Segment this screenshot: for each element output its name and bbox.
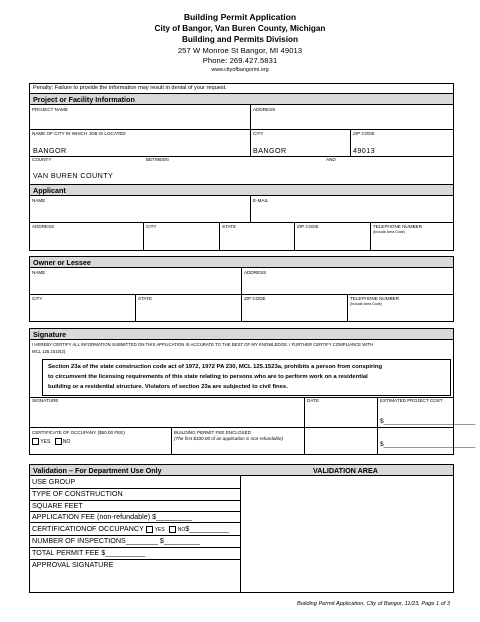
occupancy-cert-label: CERTIFICATIONOF OCCUPANCY (32, 524, 144, 533)
occupancy-label: CERTIFICATE OF OCCUPANY ($50.00 FEE) (32, 430, 125, 435)
approval-signature-row: APPROVAL SIGNATURE (32, 560, 114, 569)
office-phone: Phone: 269.427.5831 (202, 56, 278, 65)
occupancy-no-label: NO (62, 438, 71, 445)
penalty-notice: Penalty: Failure to provide the information may result in denial of your request. (33, 85, 227, 91)
signature-label: SIGNATURE (32, 398, 59, 403)
applicant-state-label: STATE (222, 224, 237, 229)
notice-line1: Section 23a of the state construction code act of 1972, 1972 PA 230, MCL 125.1523a, prohibits a person from conspiring (48, 364, 383, 370)
owner-phone-label: TELEPHONE NUMBER (350, 296, 400, 301)
applicant-name-label: NAME (32, 198, 46, 203)
form-title: Building Permit Application (183, 12, 297, 22)
date-label: DATE (307, 398, 319, 403)
use-group-row: USE GROUP (32, 477, 76, 486)
applicant-section-header: Applicant (30, 185, 453, 196)
owner-phone-note: (Include Area Code) (350, 302, 382, 306)
notice-line2: to circumvent the licensing requirements of this state relating to persons who are to perform work on a residential (48, 374, 368, 380)
zip-field[interactable]: 49013 (353, 146, 375, 155)
cert-yes-label: YES (154, 527, 165, 533)
applicant-zip-label: ZIP CODE (297, 224, 319, 229)
applicant-phone-note: (Include Area Code) (373, 230, 405, 234)
job-city-label: NAME OF CITY IN WHICH JOB IS LOCATED (32, 131, 126, 136)
and-label: AND (326, 157, 336, 162)
certify-text-line1: I HEREBY CERTIFY ALL INFORMATION SUBMITTED ON THIS APPLICATION IS ACCURATE TO THE BEST OF MY KNOWLEDGE. I FURTHER CERTIFY COMPLIANCE WITH (32, 342, 374, 347)
county-field[interactable]: VAN BUREN COUNTY (33, 171, 114, 180)
square-feet-row: SQUARE FEET (32, 501, 83, 510)
job-city-field[interactable]: BANGOR (33, 146, 67, 155)
between-label: BETWEEN (146, 157, 169, 162)
cert-fee-blank: $__________ (185, 524, 230, 533)
cert-no-label: NO (177, 527, 186, 533)
occupancy-cert-row (32, 524, 229, 533)
applicant-email-label: E-MAIL (253, 198, 269, 203)
validation-section-header (30, 465, 453, 476)
validation-title: Validation – For Department Use Only (33, 466, 162, 475)
occupancy-yes-label: YES (40, 438, 51, 445)
cert-no-checkbox[interactable] (169, 526, 176, 533)
construction-type-row: TYPE OF CONSTRUCTION (32, 489, 123, 498)
owner-zip-label: ZIP CODE (244, 296, 266, 301)
cert-yes-checkbox[interactable] (146, 526, 153, 533)
applicant-city-label: CITY (146, 224, 157, 229)
owner-state-label: STATE (138, 296, 153, 301)
estimated-cost-field[interactable]: $_________________________ (380, 418, 476, 425)
permit-fee-note: (The first $100.00 of an application is non-refundable) (174, 436, 284, 441)
page-footer: Building Permit Application, City of Bangor, 11/23, Page 1 of 3 (297, 601, 450, 607)
applicant-phone-label: TELEPHONE NUMBER (373, 224, 423, 229)
occupancy-options (32, 438, 70, 445)
permit-fee-field[interactable]: $_________________________ (380, 441, 476, 448)
office-website: www.cityofbangormi.org (211, 67, 269, 73)
estimated-cost-label: ESTIMATED PROJECT COST (380, 398, 443, 403)
occupancy-no-checkbox[interactable] (55, 438, 62, 445)
total-fee-row: TOTAL PERMIT FEE $__________ (32, 548, 146, 557)
owner-section-header: Owner or Lessee (30, 257, 453, 268)
city-label: CITY (253, 131, 264, 136)
project-section-header: Project or Facility Information (30, 94, 453, 105)
project-name-label: PROJECT NAME (32, 107, 68, 112)
inspections-row: NUMBER OF INSPECTIONS________ $_________ (32, 536, 200, 545)
certify-text-line2: MCL 125.1510(2). (32, 349, 67, 354)
project-address-label: ADDRESS (253, 107, 276, 112)
application-fee-row: APPLICATION FEE (non-refundable) $_________ (32, 512, 193, 521)
city-field[interactable]: BANGOR (253, 146, 287, 155)
owner-address-label: ADDRESS (244, 270, 267, 275)
validation-area-title: VALIDATION AREA (313, 466, 378, 475)
county-label: COUNTY (32, 157, 52, 162)
permit-fee-label: BUILDING PERMIT FEE ENCLOSED (174, 430, 252, 435)
zip-label: ZIP CODE (353, 131, 375, 136)
occupancy-yes-checkbox[interactable] (32, 438, 39, 445)
form-subtitle-city: City of Bangor, Van Buren County, Michigan (154, 24, 326, 33)
applicant-address-label: ADDRESS (32, 224, 55, 229)
owner-city-label: CITY (32, 296, 43, 301)
form-subtitle-division: Building and Permits Division (181, 35, 298, 44)
owner-name-label: NAME (32, 270, 46, 275)
signature-section-header: Signature (30, 329, 453, 340)
office-address: 257 W Monroe St Bangor, MI 49013 (177, 46, 303, 55)
notice-line3: building or a residential structure. Violators of section 23a are subjected to civil fines. (48, 384, 288, 390)
